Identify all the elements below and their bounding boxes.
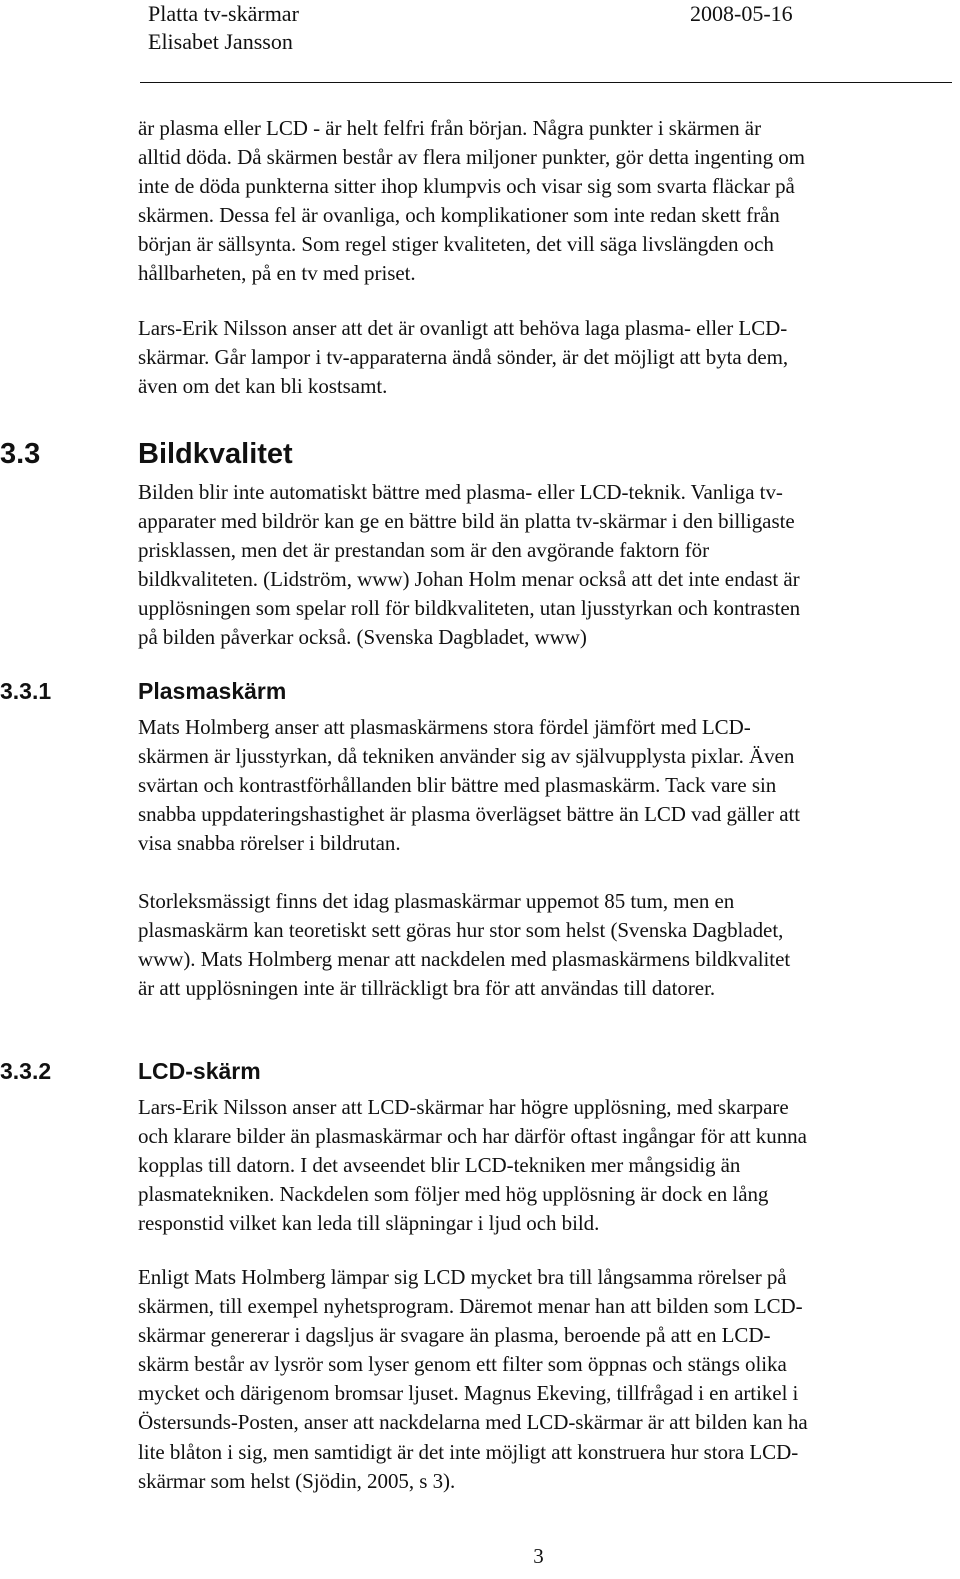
- page-number: 3: [533, 1544, 544, 1568]
- header-date: 2008-05-16: [690, 1, 793, 26]
- text-line: skärmen. Dessa fel är ovanliga, och komplikationer som inte redan skett från: [138, 203, 780, 228]
- paragraph-lcd-2: [138, 1263, 938, 1496]
- header-rule: [140, 82, 952, 83]
- text-line: skärm består av lysrör som lyser genom ett filter som öppnas och stängs olika: [138, 1352, 787, 1377]
- paragraph-bildkvalitet: [138, 478, 938, 653]
- section-title: Bildkvalitet: [138, 438, 293, 470]
- section-number: 3.3: [0, 438, 41, 470]
- text-line: är att upplösningen inte är tillräckligt bra för att användas till datorer.: [138, 976, 716, 1001]
- text-line: skärmar. Går lampor i tv-apparaterna ändå sönder, är det möjligt att byta dem,: [138, 345, 789, 370]
- text-line: snabba uppdateringshastighet är plasma överlägset bättre än LCD vad gäller att: [138, 802, 801, 827]
- text-line: på bilden påverkar också. (Svenska Dagbladet, www): [138, 625, 587, 650]
- text-line: hållbarheten, på en tv med priset.: [138, 261, 416, 286]
- section-number: 3.3.2: [0, 1058, 52, 1084]
- text-line: Lars-Erik Nilsson anser att LCD-skärmar har högre upplösning, med skarpare: [138, 1095, 789, 1119]
- text-line: plasmaskärm kan teoretiskt sett göras hur stor som helst (Svenska Dagbladet,: [138, 918, 784, 943]
- text-line: visa snabba rörelser i bildrutan.: [138, 831, 401, 856]
- text-line: skärmar som helst (Sjödin, 2005, s 3).: [138, 1468, 456, 1493]
- text-line: och klarare bilder än plasmaskärmar och har därför oftast ingångar för att kunna: [138, 1124, 807, 1149]
- text-line: kopplas till datorn. I det avseendet blir LCD-tekniken mer mångsidig än: [138, 1153, 741, 1178]
- text-line: är plasma eller LCD - är helt felfri från början. Några punkter i skärmen är: [138, 116, 762, 140]
- text-line: skärmar genererar i dagsljus är svagare än plasma, beroende på att en LCD-: [138, 1323, 771, 1348]
- text-line: inte de döda punkterna sitter ihop klumpvis och visar sig som svarta fläckar på: [138, 174, 795, 199]
- paragraph-plasma-1: [138, 713, 938, 858]
- text-line: Bilden blir inte automatiskt bättre med plasma- eller LCD-teknik. Vanliga tv-: [138, 480, 783, 504]
- header-author: Elisabet Jansson: [148, 29, 293, 54]
- text-line: plasmatekniken. Nackdelen som följer med hög upplösning är dock en lång: [138, 1182, 769, 1207]
- text-line: alltid döda. Då skärmen består av flera miljoner punkter, gör detta ingenting om: [138, 145, 805, 170]
- text-line: mycket och därigenom bromsar ljuset. Magnus Ekeving, tillfrågad i en artikel i: [138, 1381, 799, 1406]
- paragraph-plasma-2: [138, 887, 938, 1003]
- header-title: Platta tv-skärmar: [148, 1, 299, 26]
- section-title: Plasmaskärm: [138, 678, 287, 704]
- text-line: prisklassen, men det är prestandan som är den avgörande faktorn för: [138, 538, 710, 563]
- text-line: Storleksmässigt finns det idag plasmaskärmar uppemot 85 tum, men en: [138, 889, 735, 913]
- text-line: skärmen, till exempel nyhetsprogram. Däremot menar han att bilden som LCD-: [138, 1294, 803, 1319]
- text-line: Mats Holmberg anser att plasmaskärmens stora fördel jämfört med LCD-: [138, 715, 751, 739]
- text-line: Lars-Erik Nilsson anser att det är ovanligt att behöva laga plasma- eller LCD-: [138, 316, 788, 340]
- text-line: skärmen är ljusstyrkan, då tekniken använder sig av självupplysta pixlar. Även: [138, 744, 795, 769]
- text-line: Enligt Mats Holmberg lämpar sig LCD mycket bra till långsamma rörelser på: [138, 1265, 787, 1289]
- paragraph-repairs: [138, 314, 938, 401]
- text-line: även om det kan bli kostsamt.: [138, 374, 388, 399]
- text-line: responstid vilket kan leda till släpningar i ljud och bild.: [138, 1211, 600, 1236]
- paragraph-intro: [138, 114, 938, 289]
- section-title: LCD-skärm: [138, 1058, 261, 1084]
- text-line: svärtan och kontrastförhållanden blir bättre med plasmaskärm. Tack vare sin: [138, 773, 777, 798]
- paragraph-lcd-1: [138, 1093, 938, 1238]
- text-line: Östersunds-Posten, anser att nackdelarna med LCD-skärmar är att bilden kan ha: [138, 1410, 808, 1435]
- text-line: upplösningen som spelar roll för bildkvaliteten, utan ljusstyrkan och kontrasten: [138, 596, 801, 621]
- text-line: början är sällsynta. Som regel stiger kvaliteten, det vill säga livslängden och: [138, 232, 774, 257]
- section-number: 3.3.1: [0, 678, 52, 704]
- text-line: bildkvaliteten. (Lidström, www) Johan Holm menar också att det inte endast är: [138, 567, 800, 592]
- text-line: lite blåton i sig, men samtidigt är det inte möjligt att konstruera hur stora LCD-: [138, 1439, 799, 1464]
- text-line: www). Mats Holmberg menar att nackdelen med plasmaskärmens bildkvalitet: [138, 947, 791, 972]
- text-line: apparater med bildrör kan ge en bättre bild än platta tv-skärmar i den billigaste: [138, 509, 795, 534]
